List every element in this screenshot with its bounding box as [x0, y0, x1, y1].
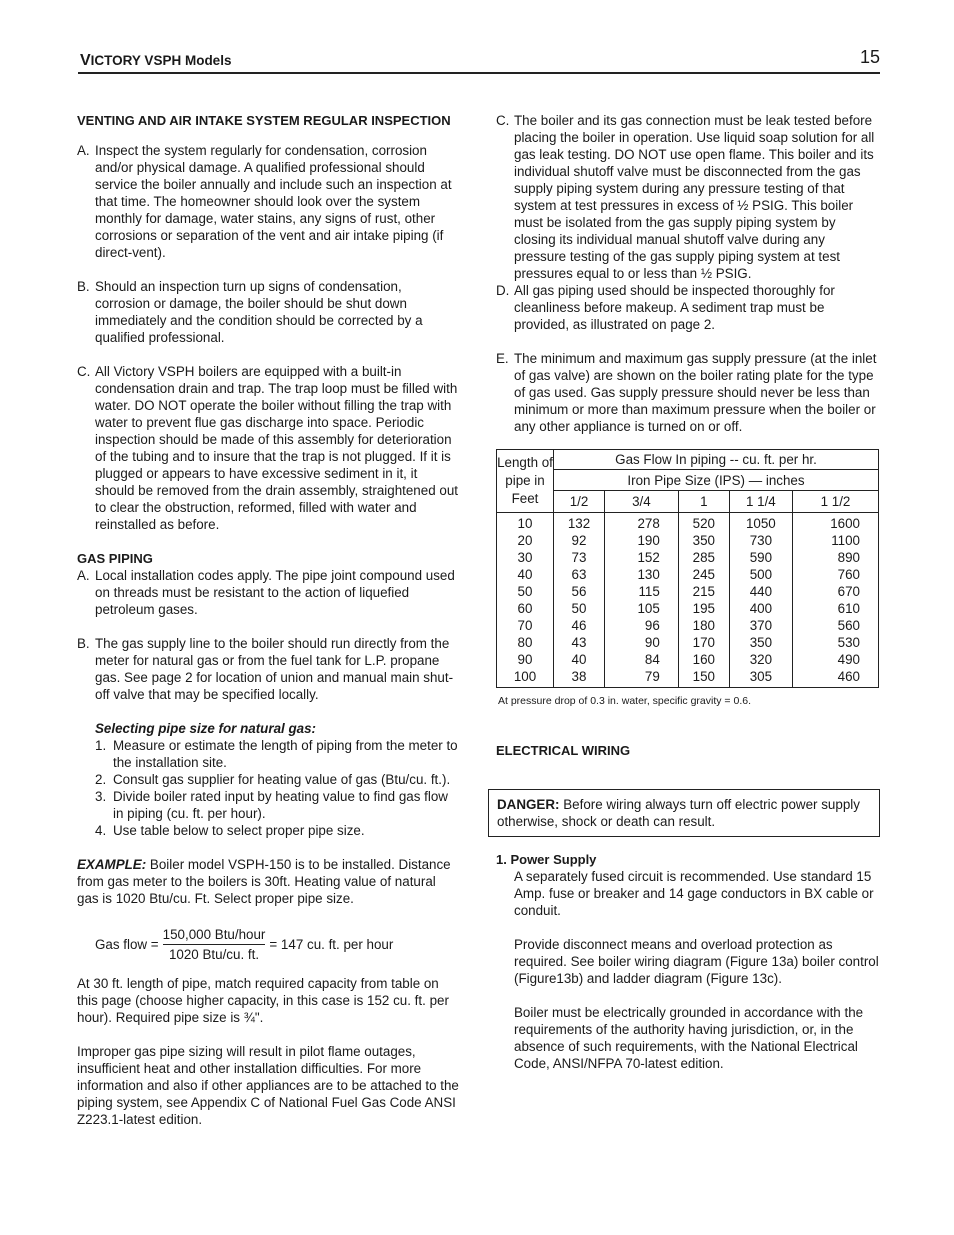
table-cell: 92: [571, 533, 587, 548]
venting-item-a: A. Inspect the system regularly for condensation, corrosion and/or physical damage. A qualified professional should service the boiler annually and include such an inspection at that time. The homeowner should look over the system monthly for damage, water stains, any signs of rust, other corrosions or separation of the vent and air intake piping (if direct-vent).: [77, 143, 452, 260]
list-item: 1. Measure or estimate the length of piping from the meter to the installation site.: [95, 738, 458, 770]
table-cell: 440: [749, 584, 773, 599]
gas-flow-formula: Gas flow = $\frac{\text{150,000 Btu/hour}}{\text{1020 Btu/cu. ft.}}$ = 147 cu. ft. per hour: [95, 927, 394, 962]
length-column: [497, 513, 554, 688]
venting-heading: VENTING AND AIR INTAKE SYSTEM REGULAR INSPECTION: [77, 113, 451, 128]
table-cell: 38: [571, 669, 587, 684]
venting-item-c: C. All Victory VSPH boilers are equipped with a built-in condensation drain and trap. The trap loop must be filled with water. DO NOT operate the boiler without filling the trap with water to prevent flue gas discharge into space. Periodic inspection should be made of this assembly for deterioration of the tubing and to insure that the trap is not plugged. If it is plugged or appears to have excessive sediment in it, it should be removed from the drain assembly, straightened out to clear the obstruction, reformed, filled with water and reinstalled as before.: [77, 364, 458, 532]
table-cell: 84: [644, 652, 660, 667]
header-rule: [78, 72, 880, 74]
table-cell: 305: [749, 669, 773, 684]
example-paragraph: EXAMPLE: Boiler model VSPH-150 is to be installed. Distance from gas meter to the boilers is 30ft. Heating value of natural gas is 1020 Btu/cu. Ft. Select proper pipe size.: [77, 857, 451, 906]
table-cell: 70: [517, 618, 533, 633]
table-cell: 215: [692, 584, 715, 599]
list-item: 4. Use table below to select proper pipe size.: [95, 823, 365, 838]
table-cell: 150: [692, 669, 715, 684]
table-cell: 80: [517, 635, 533, 650]
table-cell: 1100: [831, 533, 860, 548]
size-col-header: 3/4: [605, 491, 679, 513]
table-cell: 10: [517, 516, 533, 531]
table-cell: 132: [567, 516, 591, 531]
length-header: Length of pipe in Feet: [497, 450, 554, 513]
table-cell: 130: [637, 567, 660, 582]
table-cell: 350: [692, 533, 715, 548]
ips-three-quarter-column: [605, 513, 679, 688]
size-col-header: 1 1/4: [729, 491, 792, 513]
improper-paragraph: Improper gas pipe sizing will result in pilot flame outages, insufficient heat and other installation difficulties. For more information and also if other appliances are to be attached to the piping system, see Appendix C of National Fuel Gas Code ANSI Z223.1-latest edition.: [77, 1044, 459, 1127]
gas-item-b: B. The gas supply line to the boiler should run directly from the meter for natural gas or from the fuel tank for L.P. propane gas. See page 2 for location of union and manual main shut-off valve that may be specified locally.: [77, 636, 454, 702]
running-header: VICTORY VSPH Models: [80, 52, 232, 69]
table-cell: 370: [749, 618, 773, 633]
table-cell: 100: [513, 669, 537, 684]
table-cell: 43: [571, 635, 587, 650]
power-paragraph: Boiler must be electrically grounded in accordance with the requirements of the authority having jurisdiction, or, in the absence of such requirements, with the National Electrical Code, ANSI/NFPA 70-latest edition.: [514, 1005, 864, 1071]
power-paragraph: A separately fused circuit is recommended. Use standard 15 Amp. fuse or breaker and 14 gage conductors in BX cable or conduit.: [514, 869, 874, 918]
table-cell: 115: [638, 584, 660, 599]
list-item: 3. Divide boiler rated input by heating value to find gas flow in piping (cu. ft. per hour).: [95, 789, 448, 821]
table-cell: 90: [644, 635, 660, 650]
table-cell: 500: [749, 567, 773, 582]
table-cell: 670: [837, 584, 860, 599]
page-number: 15: [859, 47, 880, 67]
table-cell: 490: [837, 652, 860, 667]
danger-box: DANGER: Before wiring always turn off electric power supply otherwise, shock or death can result.: [488, 789, 880, 837]
flow-header: Gas Flow In piping -- cu. ft. per hr.: [554, 450, 879, 470]
table-cell: 1050: [745, 516, 776, 531]
size-col-header: 1 1/2: [792, 491, 878, 513]
table-cell: 760: [837, 567, 860, 582]
table-cell: 30: [517, 550, 533, 565]
gas-item-e: E. The minimum and maximum gas supply pressure (at the inlet of gas valve) are shown on the boiler rating plate for the type of gas used. Gas supply pressure should never be less than minimum or more than maximum pressure when the boiler or any other appliance is turned on or off.: [496, 351, 877, 434]
table-cell: 170: [692, 635, 715, 650]
selecting-heading: Selecting pipe size for natural gas:: [95, 721, 316, 736]
table-cell: 195: [692, 601, 715, 616]
power-supply-heading: 1. Power Supply: [496, 852, 597, 867]
power-supply-body: [496, 868, 880, 1072]
table-cell: 890: [837, 550, 860, 565]
table-cell: 530: [837, 635, 860, 650]
table-cell: 730: [749, 533, 773, 548]
gas-item-a: A. Local installation codes apply. The pipe joint compound used on threads must be resistant to the action of liquefied petroleum gases.: [77, 568, 455, 617]
table-cell: 560: [837, 618, 860, 633]
table-cell: 278: [637, 516, 660, 531]
gas-piping-heading: GAS PIPING: [77, 551, 153, 566]
table-cell: 285: [692, 550, 715, 565]
gas-item-d: D. All gas piping used should be inspected thoroughly for cleanliness before makeup. A sediment trap must be provided, as illustrated on page 2.: [496, 283, 835, 332]
steps-list: [77, 737, 460, 839]
gas-item-c: C. The boiler and its gas connection must be leak tested before placing the boiler in operation. Use liquid soap solution for all gas leak testing. DO NOT use open flame. This boiler and its individual shutoff valve must be disconnected from the gas supply piping system during any pressure testing of that system at test pressures in excess of ½ PSIG. This boiler must be isolated from the gas supply piping system by closing its individual manual shutoff valve during any pressure testing of the gas supply piping system at test pressures equal to or less than ½ PSIG.: [496, 113, 875, 281]
table-cell: 20: [517, 533, 533, 548]
size-col-header: 1/2: [554, 491, 605, 513]
table-cell: 520: [692, 516, 715, 531]
table-cell: 400: [749, 601, 773, 616]
gas-pipe-table: [496, 449, 879, 688]
table-cell: 50: [517, 584, 533, 599]
ips-one-half-column: [792, 513, 878, 688]
power-paragraph: Provide disconnect means and overload protection as required. See boiler wiring diagram (Figure 13a) boiler control (Figure13b) and ladder diagram (Figure 13c).: [514, 937, 879, 986]
ips-one-column: [678, 513, 729, 688]
size-col-header: 1: [678, 491, 729, 513]
table-cell: 350: [749, 635, 773, 650]
table-cell: 96: [644, 618, 660, 633]
ips-one-quarter-column: [729, 513, 792, 688]
table-note: At pressure drop of 0.3 in. water, specific gravity = 0.6.: [498, 695, 751, 707]
table-cell: 245: [692, 567, 715, 582]
table-cell: 79: [644, 669, 660, 684]
table-cell: 460: [837, 669, 860, 684]
table-cell: 60: [517, 601, 533, 616]
electrical-heading: ELECTRICAL WIRING: [496, 743, 631, 758]
table-cell: 610: [837, 601, 860, 616]
venting-item-b: B. Should an inspection turn up signs of condensation, corrosion or damage, the boiler should be shut down immediately and the condition should be corrected by a qualified professional.: [77, 279, 423, 345]
table-cell: 1600: [830, 516, 860, 531]
table-cell: 56: [571, 584, 587, 599]
size-header: Iron Pipe Size (IPS) — inches: [554, 470, 879, 491]
right-column: [496, 112, 880, 1072]
table-cell: 40: [571, 652, 587, 667]
list-item: 2. Consult gas supplier for heating value of gas (Btu/cu. ft.).: [95, 772, 451, 787]
table-cell: 180: [692, 618, 715, 633]
table-cell: 160: [692, 652, 715, 667]
table-cell: 105: [637, 601, 660, 616]
match-paragraph: At 30 ft. length of pipe, match required capacity from table on this page (choose higher capacity, in this case is 152 cu. ft. per hour). Required pipe size is ¾".: [77, 976, 449, 1025]
table-cell: 190: [637, 533, 660, 548]
table-cell: 46: [571, 618, 587, 633]
table-cell: 63: [571, 567, 587, 582]
left-column: [77, 112, 460, 1128]
table-cell: 40: [517, 567, 533, 582]
table-cell: 590: [749, 550, 773, 565]
table-cell: 73: [571, 550, 587, 565]
table-cell: 50: [571, 601, 587, 616]
ips-half-column: [554, 513, 605, 688]
table-cell: 320: [749, 652, 773, 667]
table-cell: 90: [517, 652, 533, 667]
table-cell: 152: [637, 550, 660, 565]
